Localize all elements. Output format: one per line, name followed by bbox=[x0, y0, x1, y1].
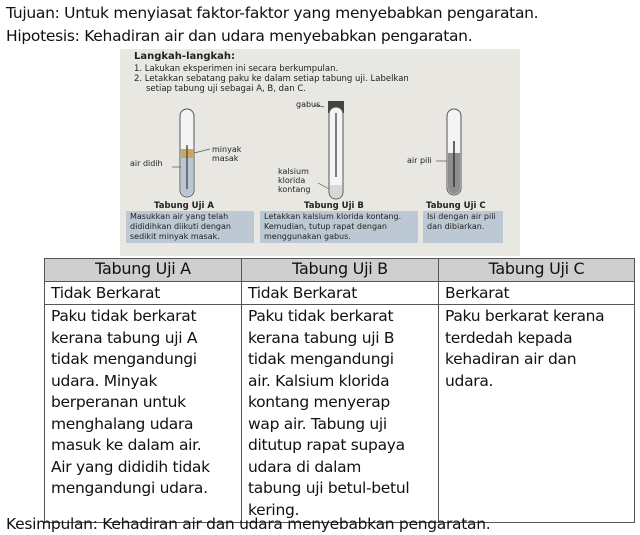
explanation-tube-c: Paku berkarat kerana terdedah kepada kehadiran air dan udara. bbox=[439, 305, 635, 523]
experiment-figure bbox=[120, 49, 520, 256]
caption-box-c: Isi dengan air pili dan dibiarkan. bbox=[423, 211, 503, 243]
status-tube-a: Tidak Berkarat bbox=[45, 282, 242, 305]
tujuan-text: Untuk menyiasat faktor-faktor yang menyebabkan pengaratan. bbox=[64, 4, 539, 22]
caption-box-a: Masukkan air yang telah dididihkan diikuti dengan sedikit minyak masak. bbox=[126, 211, 254, 243]
figure-step-3: setiap tabung uji sebagai A, B, dan C. bbox=[146, 84, 306, 94]
tujuan-line bbox=[6, 4, 538, 22]
header-tube-a: Tabung Uji A bbox=[45, 259, 242, 282]
label-masak: masak bbox=[212, 154, 239, 163]
label-air-didih: air didih bbox=[130, 159, 163, 168]
label-minyak: minyak bbox=[212, 145, 242, 154]
figure-step-2: 2. Letakkan sebatang paku ke dalam setiap tabung uji. Labelkan bbox=[134, 74, 409, 84]
results-table bbox=[44, 258, 635, 523]
hipotesis-line bbox=[6, 27, 472, 45]
figure-step-1: 1. Lakukan eksperimen ini secara berkumpulan. bbox=[134, 64, 339, 74]
explanation-tube-b: Paku tidak berkarat kerana tabung uji B tidak mengandungi air. Kalsium klorida kontang menyerap wap air. Tabung uji ditutup rapat supaya udara di dalam tabung uji betul-betul kering. bbox=[242, 305, 439, 523]
explanation-tube-a: Paku tidak berkarat kerana tabung uji A tidak mengandungi udara. Minyak berperanan untuk menghalang udara masuk ke dalam air. Air yang dididih tidak mengandungi udara. bbox=[45, 305, 242, 523]
status-tube-c: Berkarat bbox=[439, 282, 635, 305]
status-row bbox=[45, 282, 635, 305]
tube-a-drawing bbox=[172, 109, 210, 197]
figure-title: Langkah-langkah: bbox=[134, 51, 236, 62]
label-kalsium-1: kalsium bbox=[278, 167, 309, 176]
hipotesis-label: Hipotesis: bbox=[6, 27, 80, 45]
label-tube-b: Tabung Uji B bbox=[304, 201, 364, 211]
header-tube-b: Tabung Uji B bbox=[242, 259, 439, 282]
label-tube-c: Tabung Uji C bbox=[426, 201, 486, 211]
kesimpulan-line bbox=[6, 515, 490, 533]
label-tube-a: Tabung Uji A bbox=[154, 201, 214, 211]
explanation-row bbox=[45, 305, 635, 523]
kesimpulan-label: Kesimpulan: bbox=[6, 515, 98, 533]
label-kalsium-2: klorida bbox=[278, 176, 306, 185]
tujuan-label: Tujuan: bbox=[6, 4, 60, 22]
hipotesis-text: Kehadiran air dan udara menyebabkan pengaratan. bbox=[84, 27, 473, 45]
header-tube-c: Tabung Uji C bbox=[439, 259, 635, 282]
status-tube-b: Tidak Berkarat bbox=[242, 282, 439, 305]
table-header-row bbox=[45, 259, 635, 282]
label-gabus: gabus bbox=[296, 100, 321, 109]
label-air-pili: air pili bbox=[407, 156, 432, 165]
label-kalsium-3: kontang bbox=[278, 185, 311, 194]
caption-box-b: Letakkan kalsium klorida kontang. Kemudian, tutup rapat dengan menggunakan gabus. bbox=[260, 211, 418, 243]
tube-c-drawing bbox=[436, 109, 461, 195]
kesimpulan-text: Kehadiran air dan udara menyebabkan pengaratan. bbox=[102, 515, 491, 533]
tube-b-drawing bbox=[314, 101, 344, 199]
